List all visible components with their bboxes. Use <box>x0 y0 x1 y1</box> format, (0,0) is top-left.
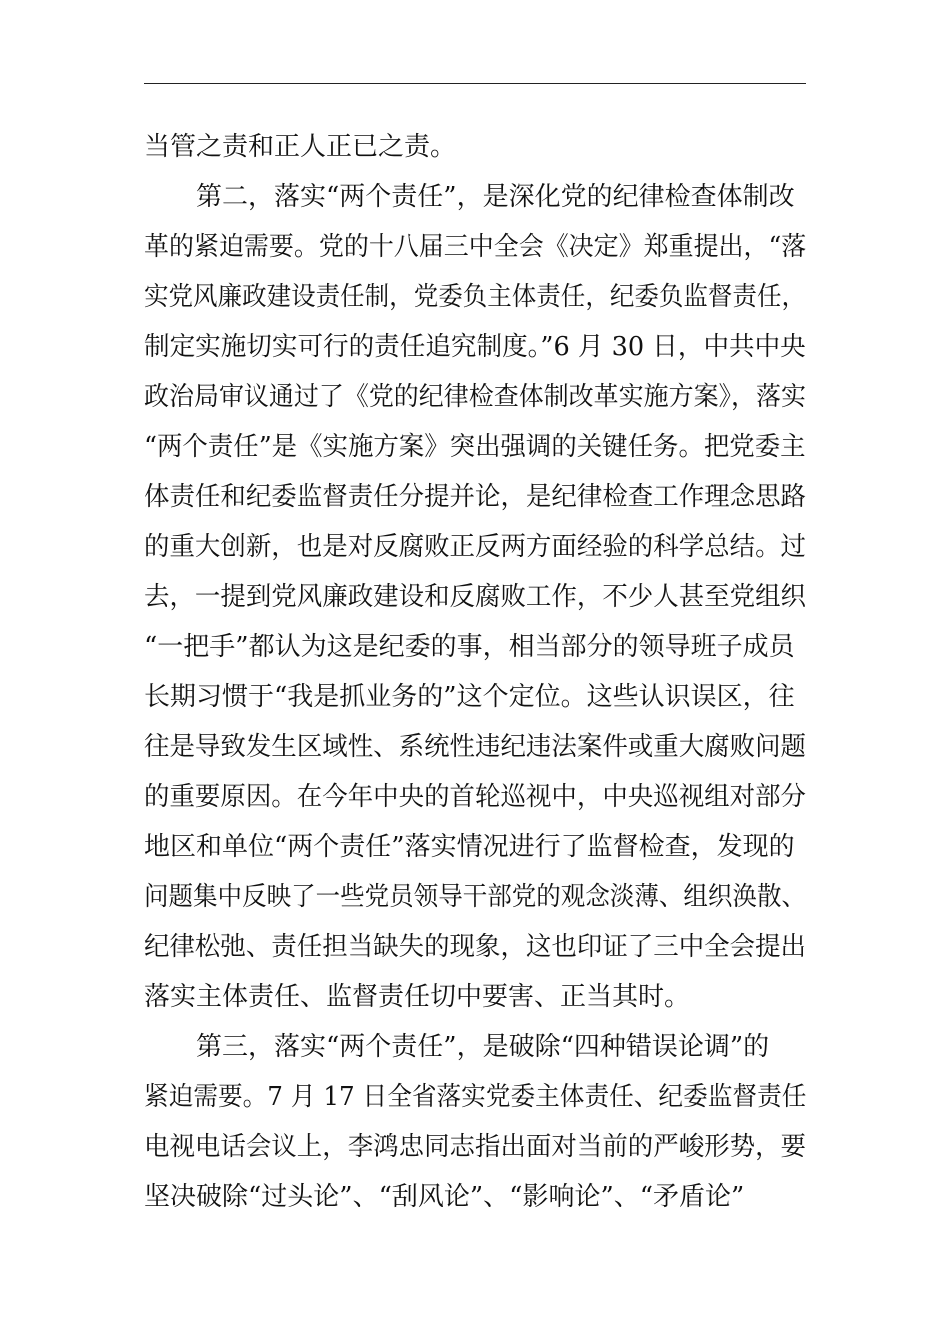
text-line: “一把手”都认为这是纪委的事，相当部分的领导班子成员 <box>144 632 795 662</box>
text-line: 制定实施切实可行的责任追究制度。”6 月 30 日，中共中央 <box>144 332 806 362</box>
text-line: 紧迫需要。7 月 17 日全省落实党委主体责任、纪委监督责任 <box>144 1082 807 1112</box>
text-line: 革的紧迫需要。党的十八届三中全会《决定》郑重提出，“落 <box>144 232 807 262</box>
text-line: 纪律松弛、责任担当缺失的现象，这也印证了三中全会提出 <box>144 932 807 962</box>
text-line: 长期习惯于“我是抓业务的”这个定位。这些认识误区，往 <box>144 682 795 712</box>
text-line: 往是导致发生区域性、系统性违纪违法案件或重大腐败问题 <box>144 732 807 762</box>
text-line: 落实主体责任、监督责任切中要害、正当其时。 <box>144 982 691 1012</box>
text-line: “两个责任”是《实施方案》突出强调的关键任务。把党委主 <box>144 432 806 462</box>
text-line: 去，一提到党风廉政建设和反腐败工作，不少人甚至党组织 <box>144 582 807 612</box>
paragraph-first-line: 第三，落实“两个责任”，是破除“四种错误论调”的 <box>196 1032 770 1062</box>
text-line: 当管之责和正人正已之责。 <box>144 132 457 162</box>
text-line: 电视电话会议上，李鸿忠同志指出面对当前的严峻形势，要 <box>144 1132 807 1162</box>
text-line: 政治局审议通过了《党的纪律检查体制改革实施方案》，落实 <box>144 382 807 412</box>
text-line: 地区和单位“两个责任”落实情况进行了监督检查，发现的 <box>144 832 795 862</box>
paragraph-first-line: 第二，落实“两个责任”，是深化党的纪律检查体制改 <box>196 182 795 212</box>
text-line: 实党风廉政建设责任制，党委负主体责任，纪委负监督责任， <box>144 282 807 312</box>
text-line: 的重要原因。在今年中央的首轮巡视中，中央巡视组对部分 <box>144 782 807 812</box>
text-line: 问题集中反映了一些党员领导干部党的观念淡薄、组织涣散、 <box>144 882 807 912</box>
text-line: 的重大创新，也是对反腐败正反两方面经验的科学总结。过 <box>144 532 807 562</box>
text-line: 坚决破除“过头论”、“刮风论”、“影响论”、“矛盾论” <box>144 1182 745 1212</box>
header-rule <box>144 83 806 84</box>
text-line: 体责任和纪委监督责任分提并论，是纪律检查工作理念思路 <box>144 482 807 512</box>
